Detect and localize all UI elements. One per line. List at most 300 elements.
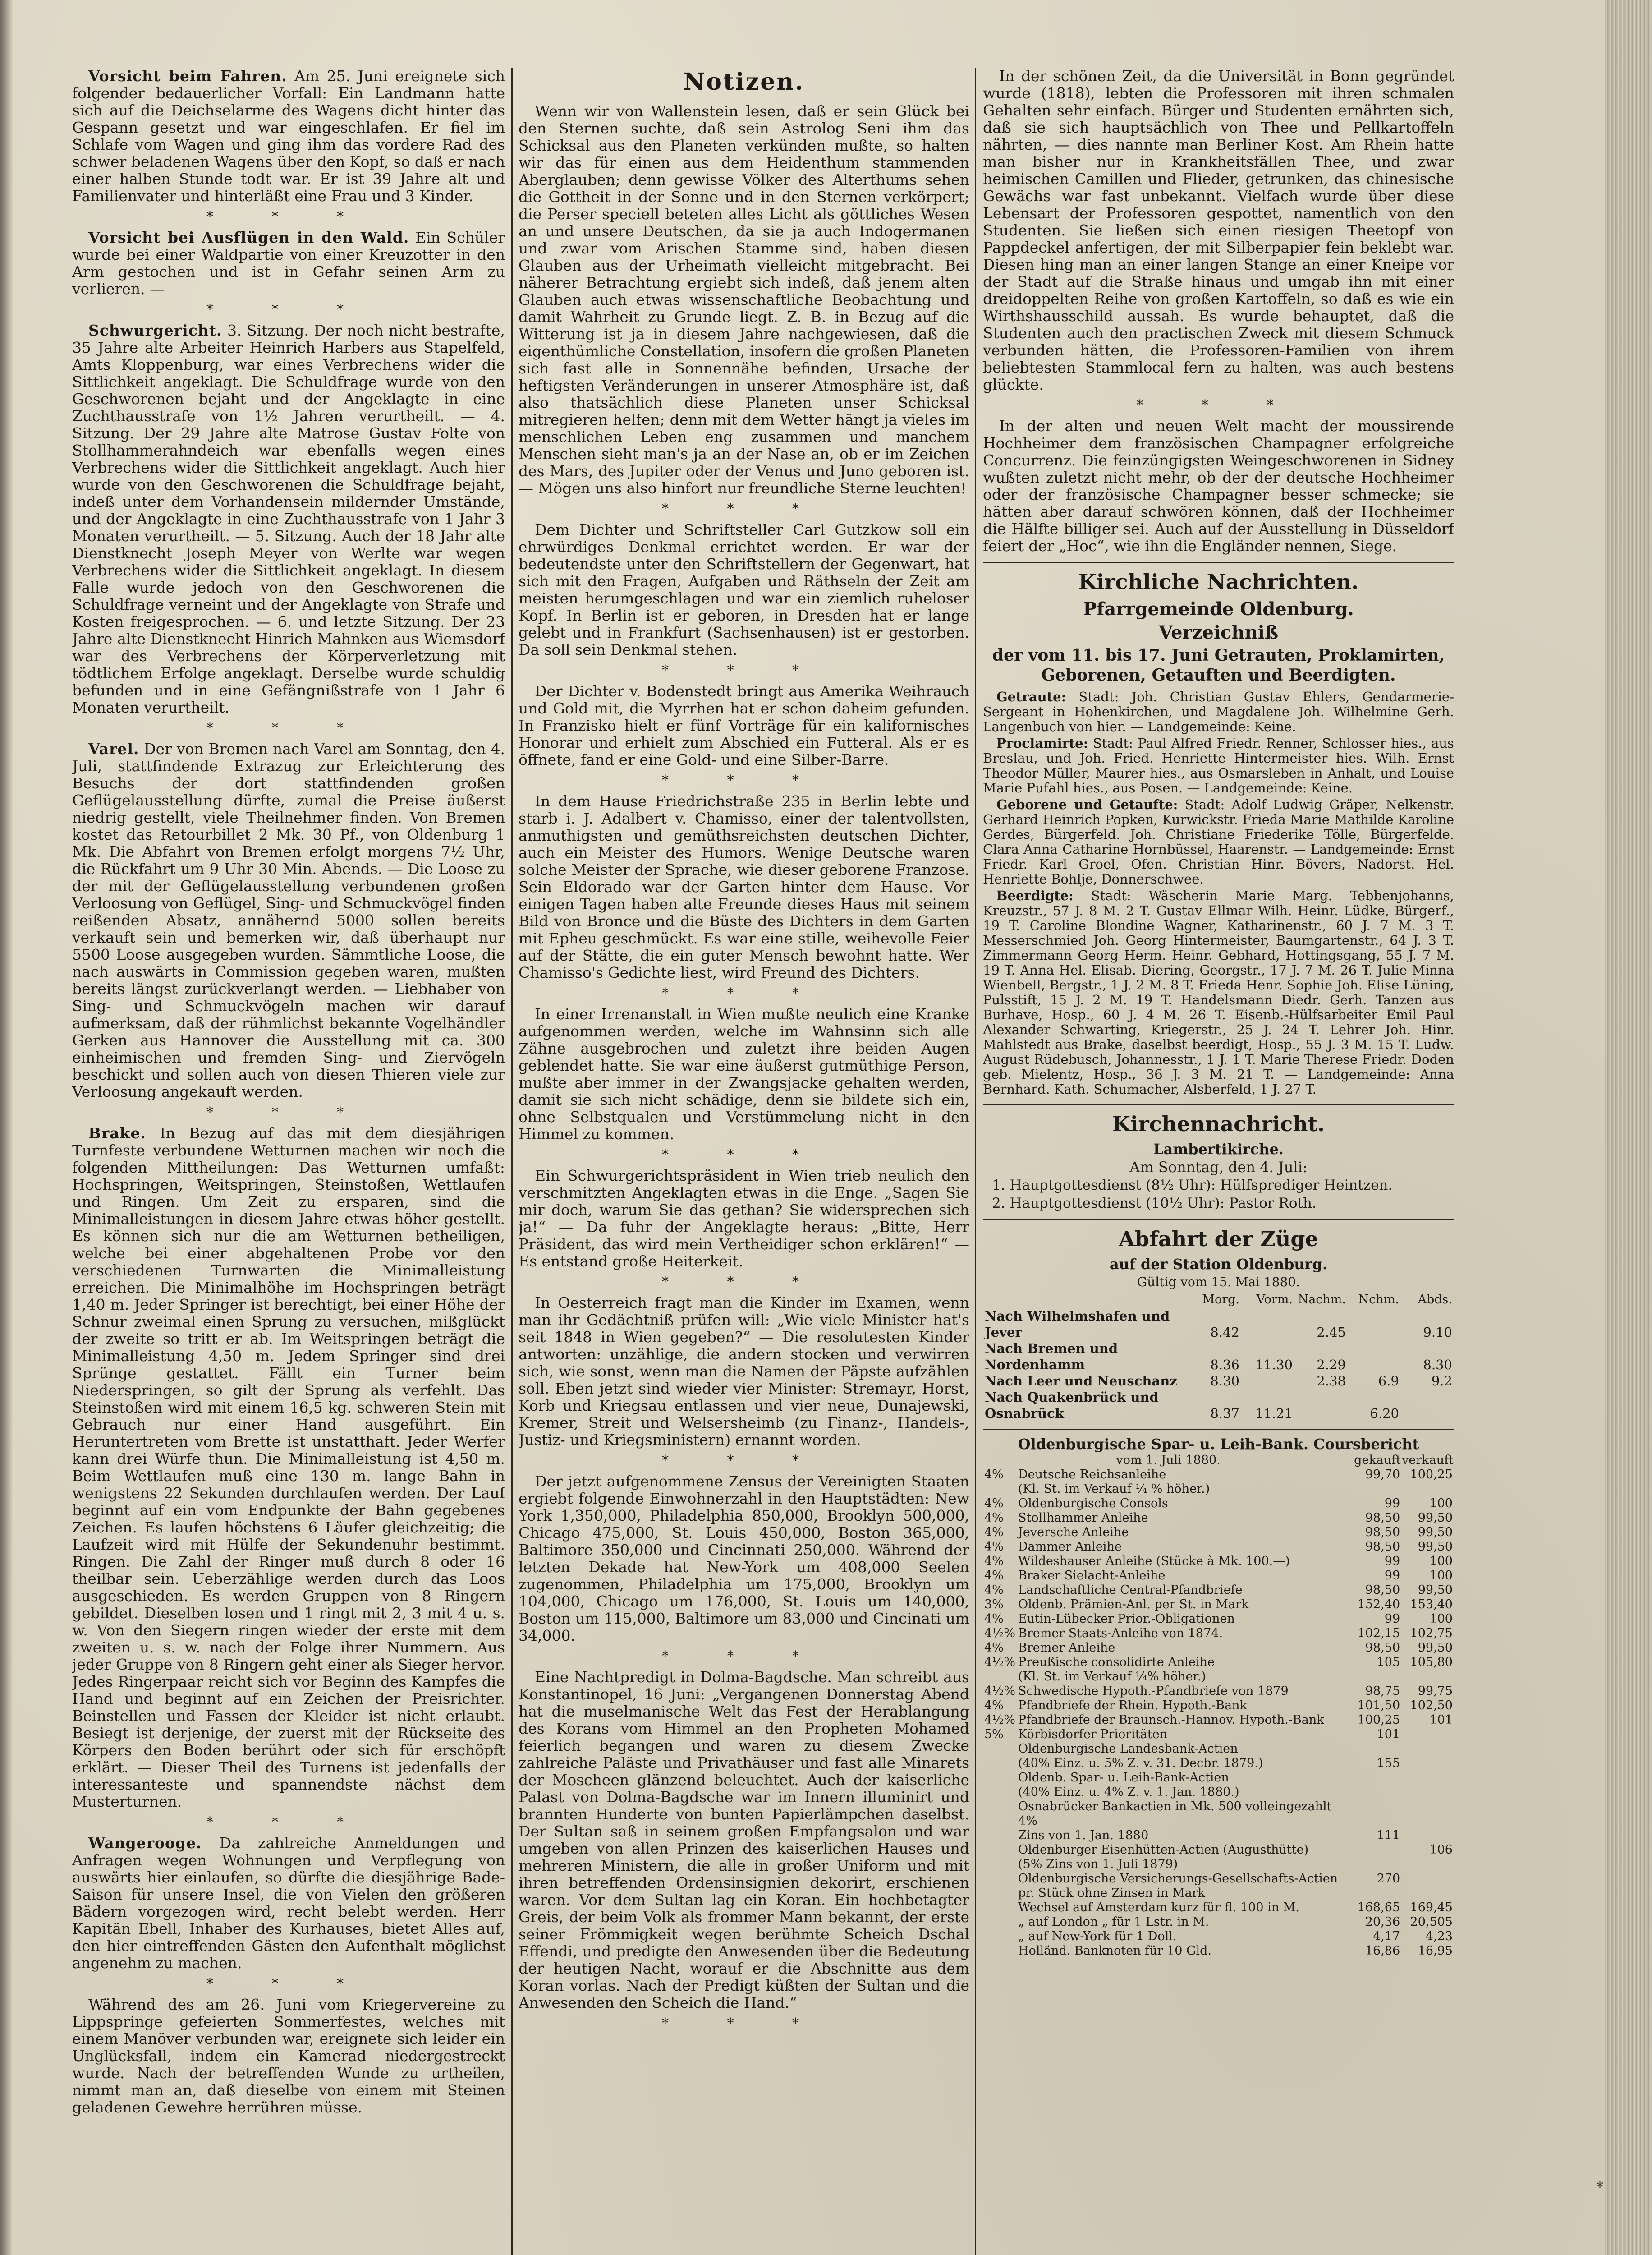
news-item-text: Eine Nachtpredigt in Dolma-Bagdsche. Man schreibt aus Konstantinopel, 16 Juni: „Vergangenen Donnerstag Abend hat die muselmanische Welt das Fest der Herablangung des Korans vom Himmel an den Propheten Mohamed feierlich begangen und waren zu diesem Zwecke zahlreiche Paläste und Privathäuser und fast alle Minarets der Moscheen glänzend beleuchtet. Auch der kaiserliche Palast von Dolma-Bagdsche war im Innern illuminirt und brannten Hunderte von bunten Papierlämpchen daselbst. Der Sultan saß in seinem großen Empfangsalon und war umgeben von allen Prinzen des kaiserlichen Hauses und mehreren Ministern, die alle in großer Uniform und mit ihren betreffenden Ordensinsignien dekorirt, erschienen waren. Vor dem Sultan lag ein Koran. Ein hochbetagter Greis, der beim Volk als frommer Mann bekannt, der erste seiner Frömmigkeit wegen berühmte Scheich Dschal Effendi, und predigte den Anwesenden über die Bedeutung der heutigen Nacht, worauf er die Abschnitte aus dem Koran vorlas. Nach der Predigt küßten der Sultan und die Anwesenden den Scheich die Hand.“ (519, 1668, 969, 2011)
quote-row (983, 1944, 1454, 1958)
kirchen-date: Am Sonntag, den 4. Juli: (1129, 1159, 1308, 1176)
quote-rate (983, 1742, 1017, 1756)
quote-buy: 98,50 (1365, 1583, 1400, 1597)
timetable-row (983, 1308, 1454, 1340)
news-item (72, 68, 505, 205)
timetable-time: 6.20 (1370, 1406, 1399, 1421)
quote-row (983, 1901, 1454, 1915)
quote-sell: 99,50 (1418, 1540, 1453, 1554)
quote-buy: 102,15 (1357, 1626, 1400, 1640)
quote-row (983, 1843, 1454, 1857)
timetable-time: 9.10 (1423, 1325, 1452, 1340)
quote-buy: 99 (1384, 1569, 1400, 1583)
quote-buy: 99,70 (1365, 1468, 1400, 1482)
news-item (983, 68, 1454, 393)
register-entry-text: Stadt: Joh. Christian Gustav Ehlers, Gendarmerie-Sergeant in Hohenkirchen, und Magdalene Joh. Wilhelmine Gerh. Langenbuch von hier. — Landgemeinde: Keine. (983, 689, 1454, 734)
quotes-header-row (983, 1453, 1454, 1468)
news-item-text: In einer Irrenanstalt in Wien mußte neulich eine Kranke aufgenommen werden, welche im Wahnsinn sich alle Zähne ausgebrochen und zuletzt ihre beiden Augen geblendet hatte. Sie war eine äußerst gutmüthige Person, mußte aber immer in der Zwangsjacke gehalten werden, damit sie sich nicht schädige, denn sie bildete sich ein, ohne Selbstqualen und Verstümmelung nicht in den Himmel zu kommen. (519, 1005, 969, 1143)
quote-security: Braker Sielacht-Anleihe (1018, 1569, 1166, 1583)
quote-sell: 100,25 (1410, 1468, 1453, 1482)
news-item-text: In Oesterreich fragt man die Kinder im Examen, wenn man ihr Gedächtniß prüfen will: „Wie viele Minister hat's seit 1848 in Wien gegeben?“ — Die resolutesten Kinder antworten: unzählige, die andern stocken und verwirren sich, wie sonst, wenn man die Namen der Päpste aufzählen soll. Eben jetzt sind wieder vier Minister: Stremayr, Horst, Korb und Kriegsau entlassen und vier neue, Dunajewski, Kremer, Streit und Welsersheimb (zu Finanz-, Handels-, Justiz- und Kriegsministern) ernannt worden. (519, 1294, 969, 1449)
quote-sell (1401, 1742, 1454, 1756)
ornament-separator: * * * (661, 1147, 826, 1163)
quote-rate (983, 1857, 1017, 1872)
quote-security: Pfandbriefe der Braunsch.-Hannov. Hypoth.-Bank (1018, 1713, 1324, 1727)
quote-row (983, 1771, 1454, 1785)
quote-security: Preußische consolidirte Anleihe (1018, 1655, 1215, 1669)
quote-security: Oldenburgische Consols (1018, 1496, 1168, 1510)
church-news-title: Kirchliche Nachrichten. (1078, 570, 1359, 594)
quote-buy: 99 (1384, 1554, 1400, 1568)
timetable-row (983, 1340, 1454, 1373)
timetable-time: 8.30 (1210, 1373, 1239, 1389)
quote-row (983, 1554, 1454, 1569)
quote-security: „ auf New-York für 1 Doll. (1018, 1929, 1177, 1943)
news-item (519, 103, 969, 497)
news-item-text: Der jetzt aufgenommene Zensus der Vereinigten Staaten ergiebt folgende Einwohnerzahl in den Hauptstädten: New York 1,350,000, Philadelphia 850,000, Brooklyn 500,000, Chicago 475,000, St. Louis 450,000, Boston 365,000, Baltimore 350,000 und Cincinnati 250,000. Während der letzten Dekade hat New-York um 408,000 Seelen zugenommen, Philadelphia um 175,000, Brooklyn um 104,000, Chicago um 176,000, St. Louis um 140,000, Boston um 115,000, Baltimore um 83,000 und Cincinati um 34,000. (519, 1473, 969, 1644)
ornament-separator: * * * (1136, 397, 1301, 413)
quote-row (983, 1626, 1454, 1641)
quote-row (983, 1583, 1454, 1597)
news-item-text: In dem Hause Friedrichstraße 235 in Berlin lebte und starb i. J. Adalbert v. Chamisso, einer der talentvollsten, anmuthigsten und gemüthsreichsten deutschen Dichter, auch ein Meister des Humors. Wenige Deutsche waren solche Meister der Sprache, wie dieser geborene Franzose. Sein Eldorado war der Garten hinter dem Hause. Vor einigen Tagen haben alte Freunde dieses Haus mit seinem Bild von Bronce und die Büste des Dichters in dem Garten mit Epheu geschmückt. Es war eine stille, weihevolle Feier auf der Stätte, die ein guter Mensch bewohnt hatte. Wer Chamisso's Gedichte liest, wird Freund des Dichters. (519, 792, 969, 981)
quote-security: (40% Einz. u. 5% Z. v. 31. Decbr. 1879.) (1018, 1756, 1263, 1770)
timetable-destination: Nach Wilhelmshafen und Jever (985, 1308, 1170, 1340)
quote-row (983, 1799, 1454, 1828)
quote-security: Dammer Anleihe (1018, 1540, 1122, 1554)
quote-buy (1354, 1670, 1401, 1684)
quote-buy: 270 (1377, 1872, 1400, 1886)
quote-security: Wechsel auf Amsterdam kurz für fl. 100 in M. (1018, 1901, 1299, 1914)
timetable-destination: Nach Bremen und Nordenhamm (985, 1341, 1118, 1372)
quote-rate (983, 1944, 1017, 1958)
timetable-header-row (983, 1292, 1454, 1308)
quotes-header-cell: gekauft (1354, 1453, 1401, 1467)
quote-sell: 100 (1429, 1496, 1453, 1510)
news-item-text: Während des am 26. Juni vom Kriegervereine zu Lippspringe gefeierten Sommerfestes, welches mit einem Manöver verbunden war, ereignete sich leider ein Unglücksfall, indem ein Kamerad niedergestreckt wurde. Nach der betreffenden Wunde zu urtheilen, nimmt man an, daß dieselbe von einem mit Steinen geladenen Gewehre herrühren müsse. (72, 1996, 505, 2116)
quote-row (983, 1756, 1454, 1771)
quote-security: Deutsche Reichsanleihe (1018, 1468, 1166, 1482)
ornament-separator: * * * (206, 1104, 371, 1120)
register-subtitle: der vom 11. bis 17. Juni Getrauten, Proklamirten, Geborenen, Getauften und Beerdigten. (992, 646, 1445, 685)
quote-row (983, 1641, 1454, 1655)
quote-security: Holländ. Banknoten für 10 Gld. (1018, 1944, 1212, 1958)
quote-security: Bremer Anleihe (1018, 1641, 1115, 1655)
quote-rate (983, 1482, 1017, 1496)
news-item (519, 1669, 969, 2011)
quote-sell (1401, 1727, 1454, 1742)
quote-sell: 102,75 (1410, 1626, 1453, 1640)
register-entries (983, 690, 1454, 1097)
quote-rate (983, 1843, 1017, 1857)
ornament-separator: * * * (661, 1274, 826, 1290)
quote-sell: 100 (1429, 1554, 1453, 1568)
church-news (983, 569, 1454, 1097)
timetable-header-cell: Vorm. (1256, 1293, 1293, 1307)
timetable-header-cell (983, 1292, 1188, 1308)
quote-security: Oldenburger Eisenhütten-Actien (Augusthütte) (1018, 1843, 1309, 1857)
bank-quotes (983, 1436, 1454, 1958)
quote-sell: 101 (1429, 1713, 1453, 1727)
quote-row (983, 1915, 1454, 1929)
ornament-separator: * * * (661, 773, 826, 788)
timetable-destination: Nach Leer und Neuschanz (985, 1373, 1177, 1389)
quote-sell: 99,50 (1418, 1511, 1453, 1525)
timetable-time (1401, 1389, 1454, 1422)
quote-security: Körbisdorfer Prioritäten (1018, 1727, 1167, 1741)
quote-row (983, 1655, 1454, 1670)
quote-rate (983, 1872, 1017, 1901)
news-item-text: Ein Schwurgerichtspräsident in Wien trieb neulich den verschmitzten Angeklagten etwas in die Enge. „Sagen Sie mir doch, warum Sie das gethan? Sie widersprechen sich ja!“ — Da fuhr der Angeklagte heraus: „Bitte, Herr Präsident, das wird mein Vertheidiger schon erklären!“ — Es entstand große Heiterkeit. (519, 1167, 969, 1270)
timetable-header-cell: Abds. (1418, 1293, 1452, 1307)
quote-buy: 98,50 (1365, 1525, 1400, 1539)
quote-security: Oldenburgische Landesbank-Actien (1018, 1742, 1238, 1756)
news-item-text: Da zahlreiche Anmeldungen und Anfragen wegen Wohnungen und Verpflegung von auswärts hier einlaufen, so dürfte die diesjährige Bade-Saison für unsere Insel, die von Vielen den größeren Bädern vorgezogen wird, recht belebt werden. Herr Kapitän Ebell, Inhaber des Kurhauses, bietet Alles auf, den hier eintreffenden Gästen den Aufenthalt möglichst angenehm zu machen. (72, 1834, 505, 1972)
quote-rate (983, 1915, 1017, 1929)
news-item-text: Am 25. Juni ereignete sich folgender bedauerlicher Vorfall: Ein Landmann hatte sich auf die Deichselarme des Wagens dicht hinter das Gespann gesetzt und war eingeschlafen. Er fiel im Schlafe vom Wagen und ging ihm das vordere Rad des schwer beladenen Wagens über den Kopf, so daß er nach einer halben Stunde todt war. Er ist 39 Jahre alt und Familienvater und hinterläßt eine Frau und 3 Kinder. (72, 68, 505, 205)
timetable-time: 8.42 (1210, 1325, 1239, 1340)
quote-rate (983, 1670, 1017, 1684)
ornament-separator: * * * (661, 1453, 826, 1468)
register-entry-text: Stadt: Adolf Ludwig Gräper, Nelkenstr. Gerhard Heinrich Popken, Kurwickstr. Frieda Marie Mathilde Karoline Gerdes, Bürgerfeld. Joh. Christiane Friederike Tölle, Bürgerfelde. Clara Anna Catharine Hornbüssel, Haarenstr. — Landgemeinde: Ernst Friedr. Karl Groel, Ofen. Christian Hinr. Bövers, Nadorst. Hel. Henriette Bohlje, Donnerschwee. (983, 797, 1454, 887)
section-rule (983, 1104, 1454, 1105)
quote-buy: 152,40 (1357, 1597, 1400, 1611)
timetable-time: 11.21 (1255, 1406, 1293, 1421)
ornament-separator: * * * (661, 663, 826, 678)
timetable-time (1294, 1389, 1348, 1422)
news-item-text: Ein Schüler wurde bei einer Waldpartie von einer Kreuzotter in den Arm gestochen und ist in Gefahr seinen Arm zu verlieren. — (72, 229, 505, 298)
quote-row (983, 1929, 1454, 1944)
quote-rate: 4% (984, 1511, 1004, 1525)
quote-buy: 99 (1384, 1496, 1400, 1510)
quote-sell: 20,505 (1410, 1915, 1453, 1929)
quote-rate: 4% (984, 1583, 1004, 1597)
news-item-lead: Vorsicht beim Fahren. (88, 68, 287, 85)
quote-security: „ auf London „ für 1 Lstr. in M. (1018, 1915, 1209, 1929)
quote-rate (983, 1756, 1017, 1771)
quotes-date: vom 1. Juli 1880. (1116, 1453, 1221, 1467)
quote-security: Stollhammer Anleihe (1018, 1511, 1148, 1525)
timetable-row (983, 1389, 1454, 1422)
timetable-header-cell: Nachm. (1298, 1293, 1346, 1307)
timetable-time (1241, 1373, 1294, 1389)
quote-row (983, 1496, 1454, 1511)
news-item-lead: Brake. (88, 1124, 147, 1142)
quote-row (983, 1525, 1454, 1540)
quote-buy (1354, 1843, 1401, 1857)
quote-sell (1401, 1670, 1454, 1684)
timetable-row (983, 1373, 1454, 1389)
quotes-header-cell: verkauft (1402, 1453, 1454, 1467)
quote-security: Landschaftliche Central-Pfandbriefe (1018, 1583, 1243, 1597)
quote-rate: 4% (984, 1525, 1004, 1539)
news-item-text: Wenn wir von Wallenstein lesen, daß er sein Glück bei den Sternen suchte, daß sein Astrolog Seni ihm das Schicksal aus den Planeten verkünden mußte, so halten wir das für einen aus dem Heidenthum stammenden Aberglauben; denn gewisse Völker des Alterthums sehen die Gottheit in der Sonne und in den Sternen verkörpert; die Perser speciell beteten alles Licht als göttliches Wesen an und unsere Deutschen, da sie ja auch Indogermanen und zwar vom Arischen Stamme sind, haben diesen Glauben aus der Urheimath vielleicht mitgebracht. Bei näherer Betrachtung ergiebt sich indeß, daß jenem alten Glauben auch etwas wissenschaftliche Beobachtung und damit Wahrheit zu Grunde liegt. Z. B. in Bezug auf die Witterung ist ja in diesem Jahre nachgewiesen, daß die eigenthümliche Constellation, insofern die großen Planeten sich fast alle in Sonnennähe befinden, Ursache der heftigsten Veränderungen in unserer Atmosphäre ist, daß also thatsächlich diese Planeten unser Schicksal mitregieren helfen; denn mit dem Wetter hängt ja vieles im menschlichen Leben eng zusammen und manchem Menschen sieht man's ja an der Nase an, ob er im Zeichen des Mars, des Jupiter oder der Venus und Juno geboren ist. — Mögen uns also hinfort nur freundliche Sterne leuchten! (519, 102, 969, 497)
quote-sell: 102,50 (1410, 1698, 1453, 1712)
quote-buy (1354, 1482, 1401, 1496)
quote-security: Oldenb. Spar- u. Leih-Bank-Actien (1018, 1771, 1229, 1785)
news-item (519, 1473, 969, 1644)
quote-rate: 3% (984, 1597, 1004, 1611)
news-item (519, 683, 969, 769)
quotes-table (983, 1453, 1454, 1958)
news-item (72, 741, 505, 1100)
quote-row (983, 1684, 1454, 1698)
quote-rate (983, 1799, 1017, 1828)
quote-rate: 5% (984, 1727, 1004, 1741)
quotes-body (983, 1468, 1454, 1958)
column-left (72, 68, 505, 2255)
kirchen-church: Lambertikirche. (1153, 1141, 1284, 1158)
quote-rate: 4½% (984, 1626, 1016, 1640)
timetable-time: 8.36 (1210, 1357, 1239, 1372)
news-item (72, 1835, 505, 1972)
quote-buy: 155 (1377, 1756, 1400, 1770)
register-entry (983, 690, 1454, 734)
timetable-table (983, 1292, 1454, 1422)
timetable-time: 9.2 (1431, 1373, 1452, 1389)
register-entry (983, 797, 1454, 887)
notizen-heading: Notizen. (683, 68, 805, 96)
news-item (983, 418, 1454, 555)
notizen-body (519, 103, 969, 2031)
quote-rate (983, 1785, 1017, 1799)
timetable-header-cell: Nchm. (1358, 1293, 1399, 1307)
quote-security: Bremer Staats-Anleihe von 1874. (1018, 1626, 1223, 1640)
quote-buy: 111 (1377, 1828, 1400, 1842)
quote-buy: 4,17 (1373, 1929, 1400, 1943)
feuilleton-body (983, 68, 1454, 555)
timetable-time: 6.9 (1378, 1373, 1399, 1389)
quote-row (983, 1727, 1454, 1742)
quote-row (983, 1742, 1454, 1756)
column-rule (975, 68, 976, 2255)
quote-rate: 4% (984, 1496, 1004, 1510)
quote-buy (1354, 1771, 1401, 1785)
register-entry-lead: Proclamirte: (996, 736, 1088, 751)
ornament-separator: * * * (206, 720, 371, 736)
register-title: Verzeichniß (1158, 622, 1279, 643)
quote-security: (Kl. St. im Verkauf ¼ % höher.) (1018, 1482, 1210, 1496)
register-entry-lead: Beerdigte: (996, 888, 1074, 903)
quote-buy: 101 (1377, 1727, 1400, 1741)
register-entry-lead: Geborene und Getaufte: (996, 797, 1178, 812)
quote-row (983, 1857, 1454, 1872)
quote-sell (1401, 1756, 1454, 1771)
quote-buy: 101,50 (1357, 1698, 1400, 1712)
news-item-text: Der Dichter v. Bodenstedt bringt aus Amerika Weihrauch und Gold mit, die Myrrhen hat er schon daheim gefunden. In Franzisko hielt er fünf Vorträge für ein kalifornisches Honorar und erhielt zum Abschied ein Futteral. Als er es öffnete, fand er eine Gold- und eine Silber-Barre. (519, 682, 969, 769)
quote-buy: 98,75 (1365, 1684, 1400, 1698)
quote-sell (1401, 1857, 1454, 1872)
news-item (519, 521, 969, 658)
quote-security: (Kl. St. im Verkauf ¼% höher.) (1018, 1670, 1206, 1684)
quote-sell: 169,45 (1410, 1901, 1453, 1914)
quote-rate: 4% (984, 1540, 1004, 1554)
news-item-lead: Varel. (88, 740, 139, 758)
quote-sell: 4,23 (1425, 1929, 1453, 1943)
column-middle (519, 68, 969, 2255)
quote-row (983, 1612, 1454, 1626)
timetable-time: 8.37 (1210, 1406, 1239, 1421)
quote-sell: 106 (1429, 1843, 1453, 1857)
news-item (72, 1125, 505, 1810)
quote-row (983, 1713, 1454, 1727)
train-timetable (983, 1226, 1454, 1422)
timetable-time: 2.45 (1317, 1325, 1346, 1340)
service-line: 2. Hauptgottesdienst (10½ Uhr): Pastor Roth. (992, 1195, 1317, 1211)
news-item (72, 322, 505, 716)
quote-security: Oldenb. Prämien-Anl. per St. in Mark (1018, 1597, 1249, 1611)
news-item (72, 229, 505, 298)
quote-row (983, 1569, 1454, 1583)
ornament-separator: * * * (661, 501, 826, 517)
quote-buy (1354, 1785, 1401, 1799)
quote-row (983, 1698, 1454, 1713)
ornament-separator: * * * (206, 1814, 371, 1830)
register-entry-text: Stadt: Wäscherin Marie Marg. Tebbenjohanns, Kreuzstr., 57 J. 8 M. 2 T. Gustav Ellmar Wilh. Heinr. Lüdke, Bürgerf., 19 T. Caroline Blondine Wagner, Katharinenstr., 60 J. 7 M. 3 T. Messerschmied Joh. Georg Hintermeister, Baumgartenstr., 64 J. 3 T. Zimmermann Georg Herm. Heinr. Gebhard, Hottingsgang, 55 J. 7 M. 19 T. Anna Hel. Elisab. Diering, Georgstr., 17 J. 7 M. 26 T. Julie Minna Wienbell, Bergstr., 1 J. 2 M. 8 T. Frieda Henr. Sophie Joh. Elise Lüning, Pulsstift, 15 J. 2 M. 19 T. Handelsmann Diedr. Gerh. Tanzen aus Burhave, Hosp., 60 J. 4 M. 26 T. Eisenb.-Hülfsarbeiter Emil Paul Alexander Schwarting, Kriegerstr., 25 J. 24 T. Lehrer Joh. Hinr. Mahlstedt aus Brake, daselbst beerdigt, Hosp., 55 J. 3 M. 15 T. Ludw. August Rüdebusch, Johannesstr., 1 J. 1 T. Marie Therese Friedr. Doden geb. Mielentz, Hosp., 36 J. 3 M. 21 T. — Landgemeinde: Anna Bernhard. Kath. Schumacher, Alsberfeld, 1 J. 27 T. (983, 888, 1454, 1097)
quote-buy: 98,50 (1365, 1511, 1400, 1525)
quote-buy: 16,86 (1365, 1944, 1400, 1958)
quote-security: Wildeshauser Anleihe (Stücke à Mk. 100.—) (1018, 1554, 1290, 1568)
quote-buy: 98,50 (1365, 1540, 1400, 1554)
section-rule (983, 1429, 1454, 1430)
kirchen-title: Kirchennachricht. (1112, 1112, 1325, 1136)
ornament-separator: * * * (661, 2016, 826, 2031)
timetable-time (1348, 1340, 1401, 1373)
quote-row (983, 1468, 1454, 1482)
timetable-time: 8.30 (1423, 1357, 1452, 1372)
binding-gutter (0, 0, 13, 2255)
ornament-separator: * * * (206, 302, 371, 318)
section-rule (983, 562, 1454, 563)
register-entry-text: Stadt: Paul Alfred Friedr. Renner, Schlosser hies., aus Breslau, und Joh. Fried. Henriette Hintermeister hies. Wilh. Ernst Theodor Müller, Maurer hies., aus Osmarsleben in Anhalt, und Louise Marie Pufahl hies., aus Posen. — Landgemeinde: Keine. (983, 736, 1454, 796)
timetable-time: 11.30 (1255, 1357, 1293, 1372)
quote-sell: 16,95 (1418, 1944, 1453, 1958)
quote-security: Jeversche Anleihe (1018, 1525, 1129, 1539)
bank-title: Oldenburgische Spar- u. Leih-Bank. Coursbericht (1018, 1436, 1419, 1453)
news-item-text: 3. Sitzung. Der noch nicht bestrafte, 35 Jahre alte Arbeiter Heinrich Harbers aus Stapelfeld, Amts Kloppenburg, war eines Verbrechens wider die Sittlichkeit angeklagt. Die Schuldfrage wurde von den Geschworenen bejaht und der Angeklagte in eine Zuchthausstrafe von 1½ Jahren verurtheilt. — 4. Sitzung. Der 29 Jahre alte Matrose Gustav Folte von Stollhammerahndeich war ebenfalls wegen eines Verbrechens wider die Sittlichkeit angeklagt. Auch hier wurde von den Geschworenen die Schuldfrage bejaht, indeß unter dem Vorhandensein mildernder Umstände, und der Angeklagte in eine Zuchthausstrafe von 1 Jahr 3 Monaten verurtheilt. — 5. Sitzung. Auch der 18 Jahr alte Dienstknecht Joseph Meyer von Werlte war wegen Verbrechens wider die Sittlichkeit angeklagt. In diesem Falle wurde jedoch von den Geschworenen die Schuldfrage verneint und der Angeklagte von Strafe und Kosten freigesprochen. — 6. und letzte Sitzung. Der 23 Jahre alte Dienstknecht Hinrich Mahnken aus Wiemsdorf war des Verbrechens der Körperverletzung mit tödtlichem Erfolge angeklagt. Derselbe wurde schuldig befunden und in eine Gefängnißstrafe von 1 Jahr 6 Monaten verurtheilt. (72, 322, 505, 716)
ornament-star: * (1596, 2178, 1604, 2196)
quote-security: Pfandbriefe der Rhein. Hypoth.-Bank (1018, 1698, 1247, 1712)
timetable-time: 2.38 (1317, 1373, 1346, 1389)
service-line: 1. Hauptgottesdienst (8½ Uhr): Hülfsprediger Heintzen. (992, 1177, 1393, 1193)
news-item-lead: Wangerooge. (88, 1834, 202, 1852)
quote-sell (1401, 1872, 1454, 1901)
quote-rate: 4% (984, 1641, 1004, 1655)
quote-buy: 20,36 (1365, 1915, 1400, 1929)
quote-security: Schwedische Hypoth.-Pfandbriefe von 1879 (1018, 1684, 1289, 1698)
quote-buy: 98,50 (1365, 1641, 1400, 1655)
quote-rate: 4% (984, 1612, 1004, 1626)
news-item-text: In der alten und neuen Welt macht der moussirende Hochheimer dem französischen Champagner erfolgreiche Concurrenz. Die feinzüngigsten Weingeschworenen in Sidney wußten zuletzt nicht mehr, ob der der deutsche Hochheimer oder der französische Champagner besser schmecke; sie hätten aber darauf schwören können, daß der Hochheimer die Hälfte billiger sei. Auch auf der Ausstellung in Düsseldorf feiert der „Hoc“, wie ihn die Engländer nennen, Siege. (983, 417, 1454, 555)
quote-rate: 4% (984, 1698, 1004, 1712)
quote-sell: 99,50 (1418, 1641, 1453, 1655)
register-entry-lead: Getraute: (996, 689, 1066, 704)
quote-sell (1401, 1828, 1454, 1843)
quote-sell (1401, 1785, 1454, 1799)
quote-security: Eutin-Lübecker Prior.-Obligationen (1018, 1612, 1235, 1626)
quote-sell (1401, 1482, 1454, 1496)
timetable-subtitle: auf der Station Oldenburg. (1110, 1256, 1327, 1273)
quote-rate: 4½% (984, 1713, 1016, 1727)
timetable-header-cell: Morg. (1202, 1293, 1239, 1307)
quote-row (983, 1872, 1454, 1901)
news-item (519, 1294, 969, 1449)
news-item-text: In Bezug auf das mit dem diesjährigen Turnfeste verbundene Wetturnen machen wir noch die folgenden Mittheilungen: Das Wetturnen umfaßt: Hochspringen, Weitspringen, Steinstoßen, Wettlaufen und Ringen. Um Zeit zu ersparen, sind die Minimalleistungen in diesem Jahre etwas höher gestellt. Es können sich nur die am Wetturnen betheiligen, welche bei einer abgehaltenen Probe vor den verschiedenen Turnwarten die Minimalleistung erreichen. Die Minimalhöhe im Hochspringen beträgt 1,40 m. Jeder Springer ist berechtigt, bei einer Höhe der Schnur zweimal einen Sprung zu versuchen, mißglückt der zweite so tritt er ab. Im Weitspringen beträgt die Minimalleistung 4,50 m. Jedem Springer sind drei Sprünge gestattet. Fällt ein Turner beim Niederspringen, so gilt der Sprung als verfehlt. Das Steinstoßen wird mit einem 16,5 kg. schweren Stein mit Gebrauch nur einer Hand ausgeführt. Ein Heruntertreten vom Brette ist unstatthaft. Jeder Werfer kann drei Würfe thun. Die Minimalleistung ist 4,50 m. Beim Wettlaufen muß eine 130 m. lange Bahn in wenigstens 22 Sekunden durchlaufen werden. Der Lauf beginnt auf ein vom Endpunkte der Bahn gegebenes Zeichen. Es laufen höchstens 6 Läufer gleichzeitig; die Laufzeit wird mit Hülfe der Sekundenuhr bestimmt. Ringen. Die Zahl der Ringer muß durch 8 oder 16 theilbar sein. Ueberzählige werden durch das Loos ausgeschieden. Es werden Gruppen von 8 Ringern gebildet. Dieselben losen und 1 ringt mit 2, 3 mit 4 u. s. w. Von den Siegern ringen wieder der erste mit dem zweiten u. s. w. nach der Folge ihrer Nummern. Aus jeder Gruppe von 8 Ringern geht einer als Sieger hervor. Jedes Ringerpaar reicht sich vor Beginn des Kampfes die Hand und beginnt auf ein Zeichen der Preisrichter. Beinstellen und Fassen der Kleider ist nicht erlaubt. Besiegt ist derjenige, der zuerst mit der Rückseite des Körpers den Boden berührt oder sich für erschöpft erklärt. — Dieser Theil des Turnens ist jedenfalls der interessanteste und spannendste nächst dem Musterturnen. (72, 1124, 505, 1810)
news-item (519, 793, 969, 981)
quote-sell: 105,80 (1410, 1655, 1453, 1669)
register-entry (983, 736, 1454, 796)
quote-row (983, 1670, 1454, 1684)
quote-rate: 4½% (984, 1655, 1016, 1669)
news-item-lead: Schwurgericht. (88, 322, 222, 339)
kirchen-notice (983, 1111, 1454, 1212)
quote-buy (1354, 1799, 1401, 1828)
quote-security: (5% Zins von 1. Juli 1879) (1018, 1857, 1178, 1871)
quote-rate: 4½% (984, 1684, 1016, 1698)
quote-row (983, 1828, 1454, 1843)
quote-rate: 4% (984, 1468, 1004, 1482)
quote-buy (1354, 1857, 1401, 1872)
ornament-separator: * * * (661, 985, 826, 1001)
quote-security: (40% Einz. u. 4% Z. v. 1. Jan. 1880.) (1018, 1785, 1239, 1799)
news-item (519, 1167, 969, 1270)
quote-sell (1401, 1771, 1454, 1785)
quote-row (983, 1511, 1454, 1525)
timetable-time (1348, 1308, 1401, 1340)
quote-buy: 168,65 (1357, 1901, 1400, 1914)
timetable-time (1241, 1308, 1294, 1340)
quote-rate (983, 1828, 1017, 1843)
news-item-text: Der von Bremen nach Varel am Sonntag, den 4. Juli, stattfindende Extrazug zur Erleichterung des Besuchs der dort stattfindenden großen Geflügelausstellung dürfte, zumal die Preise äußerst niedrig gestellt, viele Theilnehmer finden. Von Bremen kostet das Retourbillet 2 Mk. 30 Pf., von Oldenburg 1 Mk. Die Abfahrt von Bremen erfolgt morgens 7½ Uhr, die Rückfahrt um 9 Uhr 30 Min. Abends. — Die Loose zu der mit der Geflügelausstellung verbundenen großen Verloosung von Geflügel, Sing- und Schmuckvögel finden reißenden Absatz, annähernd 5000 sollen bereits verkauft sein und bemerken wir, daß überhaupt nur 5500 Loose ausgegeben wurden. Sämmtliche Loose, die nach auswärts in Commission gegeben waren, mußten bereits längst zurückverlangt werden. — Liebhaber von Sing- und Schmuckvögeln machen wir darauf aufmerksam, daß der rühmlichst bekannte Vogelhändler Gerken aus Hannover die Ausstellung mit ca. 300 einheimischen und fremden Sing- und Ziervögeln beschickt und sollen auch von diesen Thieren viele zur Verloosung angekauft werden. (72, 740, 505, 1100)
quote-sell: 99,50 (1418, 1525, 1453, 1539)
quote-security: Oldenburgische Versicherungs-Gesellschafts-Actien pr. Stück ohne Zinsen in Mark (1018, 1872, 1338, 1900)
quote-row (983, 1597, 1454, 1612)
timetable-validity: Gültig vom 15. Mai 1880. (1137, 1275, 1300, 1289)
news-item-text: Dem Dichter und Schriftsteller Carl Gutzkow soll ein ehrwürdiges Denkmal errichtet werden. Er war der bedeutendste unter den Schriftstellern der Gegenwart, hat sich mit den Fragen, Aufgaben und Räthseln der Zeit am meisten herumgeschlagen und war ein ziemlich ruheloser Kopf. In Berlin ist er geboren, in Dresden hat er lange gelebt und in Frankfurt (Sachsenhausen) ist er gestorben. Da soll sein Denkmal stehen. (519, 521, 969, 658)
quote-buy: 105 (1377, 1655, 1400, 1669)
quote-buy: 99 (1384, 1612, 1400, 1626)
quote-sell: 99,75 (1418, 1684, 1453, 1698)
quote-rate: 4% (984, 1569, 1004, 1583)
timetable-time: 2.29 (1317, 1357, 1346, 1372)
quote-row (983, 1482, 1454, 1496)
section-rule (983, 1219, 1454, 1220)
column-rule (511, 68, 513, 2255)
quote-rate (983, 1901, 1017, 1915)
register-entry (983, 888, 1454, 1097)
quote-rate: 4% (984, 1554, 1004, 1568)
quote-rate (983, 1929, 1017, 1944)
parish-title: Pfarrgemeinde Oldenburg. (1083, 598, 1354, 620)
quote-sell (1401, 1799, 1454, 1828)
timetable-title: Abfahrt der Züge (1119, 1227, 1318, 1251)
quote-sell: 153,40 (1410, 1597, 1453, 1611)
quote-sell: 100 (1429, 1569, 1453, 1583)
book-page-edges (1605, 0, 1652, 2255)
quote-row (983, 1540, 1454, 1554)
quote-security: Zins von 1. Jan. 1880 (1018, 1828, 1149, 1842)
news-item-text: In der schönen Zeit, da die Universität in Bonn gegründet wurde (1818), lebten die Professoren mit ihren schmalen Gehalten sehr einfach. Bürger und Studenten ernährten sich, daß sie sich hauptsächlich von Thee und Pellkartoffeln nährten, — dies nannte man Berliner Kost. Am Rhein hatte man bisher nur in Krankheitsfällen Thee, und zwar heimischen Camillen und Flieder, getrunken, das chinesische Gewächs war fast unbekannt. Vielfach wurde über diese Lebensart der Professoren gespottet, namentlich von den Studenten. Sie ließen sich einen riesigen Theetopf von Pappdeckel anfertigen, der mit Silberpapier fein beklebt war. Diesen hing man an einer langen Stange an einer Kneipe vor der Stadt auf die Straße hinaus und umgab ihn mit einer dreidoppelten Reihe von großen Kartoffeln, so daß es wie ein Wirthshausschild aussah. Es wurde behauptet, daß die Studenten auch den practischen Zweck mit diesem Schmuck verbunden hätten, die Professoren-Familien von ihrem beliebtesten Stammlocal fern zu halten, was auch bestens glückte. (983, 68, 1454, 393)
quote-rate (983, 1771, 1017, 1785)
timetable-destination: Nach Quakenbrück und Osnabrück (985, 1390, 1159, 1421)
ornament-separator: * * * (206, 209, 371, 225)
ornament-separator: * * * (661, 1648, 826, 1664)
quote-buy (1354, 1742, 1401, 1756)
column-right (983, 68, 1454, 2255)
news-item (519, 1006, 969, 1143)
quote-security: Osnabrücker Bankactien in Mk. 500 volleingezahlt 4% (1018, 1799, 1332, 1828)
ornament-separator: * * * (206, 1976, 371, 1992)
timetable-body (983, 1308, 1454, 1422)
